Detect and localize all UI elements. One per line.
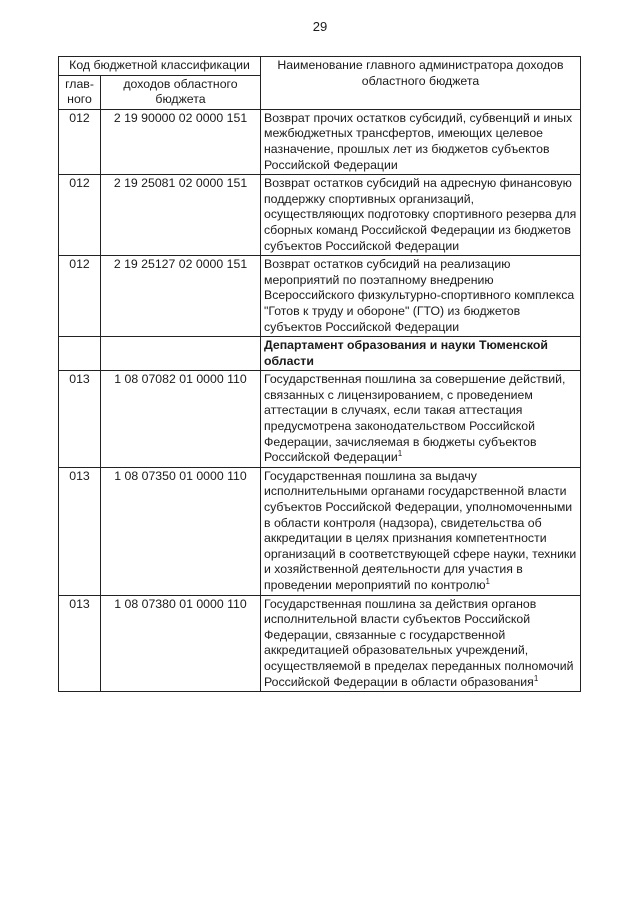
department-name-cell — [261, 337, 581, 371]
name-text: Возврат остатков субсидий на реализацию мероприятий по поэтапному внедрению Всероссийского физкультурно-спортивного комплекса "Готов к труду и обороне" (ГТО) из бюджетов субъектов Российской Федерации — [264, 257, 575, 334]
table-row — [59, 371, 581, 468]
income-code-cell: 1 08 07082 01 0000 110 — [101, 371, 261, 468]
header-budget-classification-code: Код бюджетной классификации — [59, 57, 261, 76]
table-row — [59, 595, 581, 692]
income-code-cell: 2 19 25127 02 0000 151 — [101, 256, 261, 337]
budget-classification-table — [58, 56, 581, 692]
name-text: Государственная пошлина за совершение действий, связанных с лицензированием, с проведением аттестации в случаях, если такая аттестация предусмотрена законодательством Российской Федерации, зачисляемая в бюджеты субъектов Российской Федерации — [264, 372, 566, 465]
footnote-mark: 1 — [397, 449, 403, 459]
header-regional-income: доходов областного бюджета — [101, 75, 261, 109]
administrator-name-cell — [261, 467, 581, 595]
name-text: Возврат прочих остатков субсидий, субвенций и иных межбюджетных трансфертов, имеющих целевое назначение, прошлых лет из бюджетов субъектов Российской Федерации — [264, 110, 573, 172]
department-name: Департамент образования и науки Тюменской области — [264, 338, 548, 368]
admin-code-cell: 012 — [59, 109, 101, 174]
income-code-cell: 2 19 90000 02 0000 151 — [101, 109, 261, 174]
admin-code-cell: 012 — [59, 175, 101, 256]
administrator-name-cell — [261, 256, 581, 337]
income-code-cell — [101, 337, 261, 371]
admin-code-cell: 013 — [59, 467, 101, 595]
footnote-mark: 1 — [533, 673, 539, 683]
name-text: Возврат остатков субсидий на адресную финансовую поддержку спортивных организаций, осуществляющих подготовку спортивного резерва для сборных команд Российской Федерации из бюджетов субъектов Российской Федерации — [264, 176, 577, 253]
name-text: Государственная пошлина за выдачу исполнительными органами государственной власти субъектов Российской Федерации, уполномоченными в области контроля (надзора), свидетельства об аккредитации в целях признания компетентности организаций в соответствующей сфере науки, техники и хозяйственной деятельности для участия в проведении мероприятий по контролю — [264, 468, 577, 592]
administrator-name-cell — [261, 595, 581, 692]
admin-code-cell: 012 — [59, 256, 101, 337]
footnote-mark: 1 — [485, 576, 490, 586]
header-administrator-name: Наименование главного администратора доходов областного бюджета — [261, 57, 581, 110]
name-text: Государственная пошлина за действия органов исполнительной власти субъектов Российской Федерации, связанные с государственной аккредитацией образовательных учреждений, осуществляемой в пределах переданных полномочий Российской Федерации в области образования — [264, 596, 574, 689]
admin-code-cell — [59, 337, 101, 371]
department-heading-row — [59, 337, 581, 371]
administrator-name-cell — [261, 175, 581, 256]
table-row — [59, 109, 581, 174]
page-number: 29 — [312, 19, 328, 34]
income-code-cell: 1 08 07380 01 0000 110 — [101, 595, 261, 692]
table-row — [59, 175, 581, 256]
income-code-cell: 1 08 07350 01 0000 110 — [101, 467, 261, 595]
table-row — [59, 256, 581, 337]
administrator-name-cell — [261, 371, 581, 468]
admin-code-cell: 013 — [59, 371, 101, 468]
header-chief-administrator: глав-ного — [59, 75, 101, 109]
administrator-name-cell — [261, 109, 581, 174]
admin-code-cell: 013 — [59, 595, 101, 692]
income-code-cell: 2 19 25081 02 0000 151 — [101, 175, 261, 256]
table-row — [59, 467, 581, 595]
